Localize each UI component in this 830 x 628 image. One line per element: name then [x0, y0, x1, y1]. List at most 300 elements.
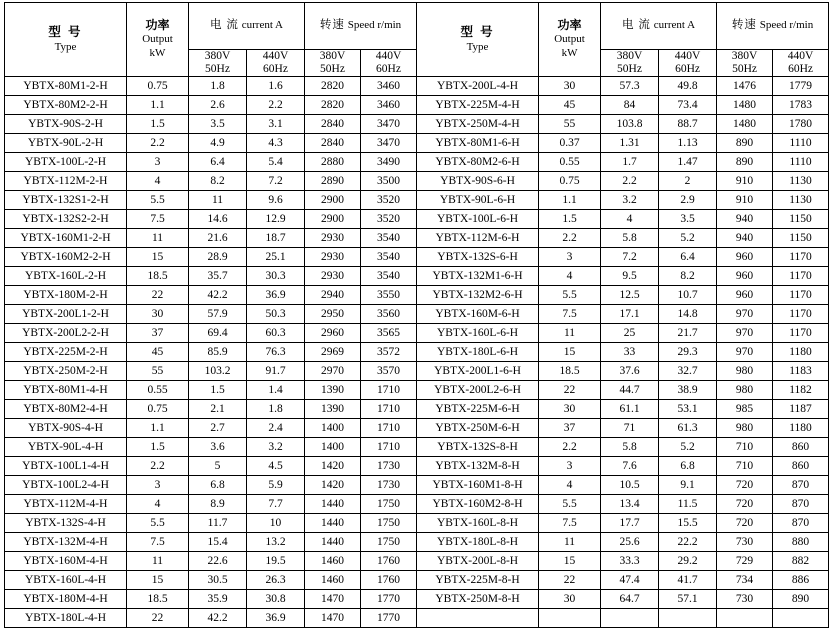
- header-current-en-right: current A: [653, 19, 696, 32]
- left-cell-current-440: 12.9: [247, 210, 305, 229]
- right-cell-speed-440: 870: [773, 495, 829, 514]
- left-cell-power: 18.5: [127, 590, 189, 609]
- left-cell-power: 3: [127, 153, 189, 172]
- table-row: [5, 514, 829, 533]
- left-cell-power: 30: [127, 305, 189, 324]
- right-cell-current-380: 33.3: [601, 552, 659, 571]
- table-row: [5, 286, 829, 305]
- header-power-en-right: Output: [554, 33, 585, 46]
- left-cell-speed-440: 3540: [361, 248, 417, 267]
- left-cell-speed-440: 3460: [361, 96, 417, 115]
- header-current-en: current A: [241, 19, 283, 32]
- header-speed-440-left: 440V 60Hz: [361, 50, 417, 77]
- right-cell-power: 15: [539, 343, 601, 362]
- header-type-left: [5, 3, 127, 77]
- left-cell-power: 1.1: [127, 419, 189, 438]
- left-cell-current-440: 91.7: [247, 362, 305, 381]
- left-cell-power: 3: [127, 476, 189, 495]
- right-cell-current-380: 61.1: [601, 400, 659, 419]
- right-cell-power: 30: [539, 590, 601, 609]
- left-cell-current-380: 2.1: [189, 400, 247, 419]
- right-cell-type: YBTX-160M-6-H: [417, 305, 539, 324]
- right-cell-current-380: 7.6: [601, 457, 659, 476]
- table-row: [5, 552, 829, 571]
- left-cell-power: 7.5: [127, 533, 189, 552]
- right-cell-power: [539, 609, 601, 628]
- right-cell-current-380: 3.2: [601, 191, 659, 210]
- left-cell-power: 2.2: [127, 457, 189, 476]
- right-cell-speed-380: 1480: [717, 115, 773, 134]
- left-cell-power: 18.5: [127, 267, 189, 286]
- left-cell-current-440: 30.8: [247, 590, 305, 609]
- right-cell-current-440: 1.47: [659, 153, 717, 172]
- header-current-cn-right: 电 流: [622, 19, 651, 32]
- right-cell-speed-380: 970: [717, 343, 773, 362]
- right-cell-speed-440: 860: [773, 457, 829, 476]
- table-row: [5, 153, 829, 172]
- right-cell-speed-380: 980: [717, 419, 773, 438]
- left-cell-speed-380: 2890: [305, 172, 361, 191]
- left-cell-current-380: 22.6: [189, 552, 247, 571]
- header-current-380-left: 380V 50Hz: [189, 50, 247, 77]
- right-cell-current-380: 9.5: [601, 267, 659, 286]
- right-cell-current-440: 88.7: [659, 115, 717, 134]
- left-cell-power: 0.75: [127, 77, 189, 96]
- right-cell-current-440: 32.7: [659, 362, 717, 381]
- left-cell-current-440: 2.2: [247, 96, 305, 115]
- right-cell-current-380: 12.5: [601, 286, 659, 305]
- left-cell-current-380: 28.9: [189, 248, 247, 267]
- left-cell-type: YBTX-180L-4-H: [5, 609, 127, 628]
- right-cell-speed-380: 910: [717, 191, 773, 210]
- right-cell-speed-380: 710: [717, 438, 773, 457]
- left-cell-speed-440: 3560: [361, 305, 417, 324]
- left-cell-current-440: 3.1: [247, 115, 305, 134]
- left-cell-current-440: 1.6: [247, 77, 305, 96]
- right-cell-speed-440: 1170: [773, 305, 829, 324]
- left-cell-speed-380: 1400: [305, 419, 361, 438]
- table-row: [5, 495, 829, 514]
- left-cell-speed-440: 1750: [361, 533, 417, 552]
- right-cell-speed-380: 940: [717, 210, 773, 229]
- header-current-380-right: 380V 50Hz: [601, 50, 659, 77]
- right-cell-current-380: 71: [601, 419, 659, 438]
- right-cell-speed-380: 710: [717, 457, 773, 476]
- left-cell-speed-380: 2960: [305, 324, 361, 343]
- left-cell-power: 5.5: [127, 514, 189, 533]
- left-cell-current-440: 36.9: [247, 286, 305, 305]
- right-cell-type: YBTX-180L-8-H: [417, 533, 539, 552]
- header-type-cn-right: 型 号: [460, 25, 495, 40]
- left-cell-current-380: 3.5: [189, 115, 247, 134]
- right-cell-speed-380: 970: [717, 324, 773, 343]
- left-cell-speed-380: 2930: [305, 248, 361, 267]
- left-cell-speed-440: 3550: [361, 286, 417, 305]
- left-cell-power: 0.55: [127, 381, 189, 400]
- left-cell-speed-440: 3565: [361, 324, 417, 343]
- right-cell-speed-380: 960: [717, 248, 773, 267]
- left-cell-power: 45: [127, 343, 189, 362]
- left-cell-current-380: 42.2: [189, 286, 247, 305]
- right-cell-current-440: 21.7: [659, 324, 717, 343]
- left-cell-power: 11: [127, 552, 189, 571]
- header-power-unit-right: kW: [561, 47, 578, 60]
- right-cell-speed-440: 1180: [773, 343, 829, 362]
- left-cell-speed-440: 3540: [361, 267, 417, 286]
- right-cell-speed-440: 1780: [773, 115, 829, 134]
- left-cell-current-380: 21.6: [189, 229, 247, 248]
- right-cell-power: 45: [539, 96, 601, 115]
- table-row: [5, 96, 829, 115]
- right-cell-type: YBTX-100L-6-H: [417, 210, 539, 229]
- right-cell-speed-380: 1476: [717, 77, 773, 96]
- right-cell-current-440: 10.7: [659, 286, 717, 305]
- right-cell-current-440: 53.1: [659, 400, 717, 419]
- left-cell-current-440: 1.4: [247, 381, 305, 400]
- right-cell-current-380: 5.8: [601, 438, 659, 457]
- table-row: [5, 267, 829, 286]
- left-cell-current-380: 14.6: [189, 210, 247, 229]
- left-cell-speed-380: 1420: [305, 457, 361, 476]
- right-cell-current-380: 5.8: [601, 229, 659, 248]
- right-cell-speed-440: 870: [773, 514, 829, 533]
- left-cell-current-440: 7.7: [247, 495, 305, 514]
- header-type-cn: 型 号: [48, 25, 83, 40]
- right-cell-current-380: 103.8: [601, 115, 659, 134]
- left-cell-power: 37: [127, 324, 189, 343]
- right-cell-speed-380: [717, 609, 773, 628]
- right-cell-speed-380: 720: [717, 514, 773, 533]
- left-cell-current-440: 5.4: [247, 153, 305, 172]
- left-cell-current-440: 4.3: [247, 134, 305, 153]
- left-cell-current-440: 60.3: [247, 324, 305, 343]
- right-cell-speed-380: 960: [717, 267, 773, 286]
- right-cell-power: 4: [539, 476, 601, 495]
- right-cell-current-440: 3.5: [659, 210, 717, 229]
- left-cell-speed-440: 3490: [361, 153, 417, 172]
- right-cell-power: 0.37: [539, 134, 601, 153]
- right-cell-speed-440: 1783: [773, 96, 829, 115]
- left-cell-power: 1.5: [127, 115, 189, 134]
- right-cell-power: 0.75: [539, 172, 601, 191]
- right-cell-current-440: 9.1: [659, 476, 717, 495]
- left-cell-current-440: 4.5: [247, 457, 305, 476]
- left-cell-speed-380: 2900: [305, 210, 361, 229]
- table-row: [5, 400, 829, 419]
- left-cell-speed-440: 1730: [361, 457, 417, 476]
- left-cell-current-380: 103.2: [189, 362, 247, 381]
- table-row: [5, 210, 829, 229]
- left-cell-speed-380: 2840: [305, 134, 361, 153]
- right-cell-current-380: 7.2: [601, 248, 659, 267]
- left-cell-current-440: 76.3: [247, 343, 305, 362]
- left-cell-power: 15: [127, 571, 189, 590]
- left-cell-type: YBTX-112M-2-H: [5, 172, 127, 191]
- right-cell-speed-380: 720: [717, 476, 773, 495]
- left-cell-speed-440: 1750: [361, 514, 417, 533]
- right-cell-current-440: 5.2: [659, 229, 717, 248]
- right-cell-power: 2.2: [539, 438, 601, 457]
- right-cell-current-380: [601, 609, 659, 628]
- left-cell-speed-380: 1400: [305, 438, 361, 457]
- left-cell-speed-380: 1390: [305, 381, 361, 400]
- right-cell-type: YBTX-160M1-8-H: [417, 476, 539, 495]
- left-cell-current-440: 25.1: [247, 248, 305, 267]
- left-cell-current-440: 2.4: [247, 419, 305, 438]
- right-cell-current-440: 6.8: [659, 457, 717, 476]
- right-cell-speed-440: 1170: [773, 267, 829, 286]
- right-cell-current-440: 38.9: [659, 381, 717, 400]
- right-cell-power: 5.5: [539, 495, 601, 514]
- left-cell-speed-440: 3572: [361, 343, 417, 362]
- right-cell-current-440: 61.3: [659, 419, 717, 438]
- table-row: [5, 305, 829, 324]
- left-cell-current-380: 30.5: [189, 571, 247, 590]
- right-cell-current-380: 33: [601, 343, 659, 362]
- left-cell-speed-380: 1470: [305, 590, 361, 609]
- table-row: [5, 191, 829, 210]
- left-cell-type: YBTX-160M1-2-H: [5, 229, 127, 248]
- left-cell-speed-440: 1760: [361, 571, 417, 590]
- left-cell-power: 22: [127, 286, 189, 305]
- table-row: [5, 419, 829, 438]
- left-cell-current-380: 2.7: [189, 419, 247, 438]
- right-cell-power: 0.55: [539, 153, 601, 172]
- left-cell-type: YBTX-80M1-4-H: [5, 381, 127, 400]
- left-cell-speed-440: 3470: [361, 134, 417, 153]
- right-cell-type: [417, 609, 539, 628]
- right-cell-type: YBTX-80M2-6-H: [417, 153, 539, 172]
- left-cell-speed-380: 2930: [305, 229, 361, 248]
- left-cell-speed-440: 3520: [361, 191, 417, 210]
- table-header-row: [5, 3, 829, 50]
- right-cell-power: 3: [539, 248, 601, 267]
- table-row: [5, 343, 829, 362]
- right-cell-current-380: 17.1: [601, 305, 659, 324]
- right-cell-type: YBTX-225M-8-H: [417, 571, 539, 590]
- left-cell-current-380: 6.8: [189, 476, 247, 495]
- right-cell-speed-440: 1170: [773, 324, 829, 343]
- left-cell-speed-380: 1440: [305, 514, 361, 533]
- right-cell-current-380: 10.5: [601, 476, 659, 495]
- table-row: [5, 248, 829, 267]
- right-cell-power: 7.5: [539, 514, 601, 533]
- header-power-cn-right: 功率: [557, 18, 582, 33]
- left-cell-current-380: 1.5: [189, 381, 247, 400]
- right-cell-current-380: 2.2: [601, 172, 659, 191]
- right-cell-current-440: 11.5: [659, 495, 717, 514]
- left-cell-power: 55: [127, 362, 189, 381]
- left-cell-power: 4: [127, 495, 189, 514]
- left-cell-speed-440: 3570: [361, 362, 417, 381]
- left-cell-current-380: 6.4: [189, 153, 247, 172]
- left-cell-type: YBTX-80M1-2-H: [5, 77, 127, 96]
- motor-spec-table: [4, 2, 829, 628]
- left-cell-current-380: 2.6: [189, 96, 247, 115]
- left-cell-type: YBTX-90L-2-H: [5, 134, 127, 153]
- left-cell-speed-440: 1760: [361, 552, 417, 571]
- left-cell-type: YBTX-90S-4-H: [5, 419, 127, 438]
- right-cell-type: YBTX-250M-4-H: [417, 115, 539, 134]
- left-cell-type: YBTX-132S1-2-H: [5, 191, 127, 210]
- header-power-unit: kW: [149, 47, 166, 60]
- header-speed-cn-right: 转速: [731, 19, 757, 32]
- left-cell-power: 5.5: [127, 191, 189, 210]
- left-cell-current-380: 1.8: [189, 77, 247, 96]
- right-cell-speed-440: [773, 609, 829, 628]
- left-cell-speed-380: 1390: [305, 400, 361, 419]
- left-cell-power: 11: [127, 229, 189, 248]
- right-cell-type: YBTX-160L-8-H: [417, 514, 539, 533]
- header-power-en: Output: [142, 33, 173, 46]
- left-cell-current-380: 35.9: [189, 590, 247, 609]
- table-row: [5, 590, 829, 609]
- right-cell-power: 22: [539, 571, 601, 590]
- right-cell-type: YBTX-225M-4-H: [417, 96, 539, 115]
- left-cell-current-440: 36.9: [247, 609, 305, 628]
- left-cell-type: YBTX-90L-4-H: [5, 438, 127, 457]
- left-cell-type: YBTX-132M-4-H: [5, 533, 127, 552]
- right-cell-power: 5.5: [539, 286, 601, 305]
- left-cell-power: 4: [127, 172, 189, 191]
- left-cell-current-440: 10: [247, 514, 305, 533]
- right-cell-current-440: 29.3: [659, 343, 717, 362]
- table-row: [5, 172, 829, 191]
- header-speed-380-right: 380V 50Hz: [717, 50, 773, 77]
- right-cell-current-440: [659, 609, 717, 628]
- table-row: [5, 77, 829, 96]
- right-cell-type: YBTX-160L-6-H: [417, 324, 539, 343]
- right-cell-current-380: 25: [601, 324, 659, 343]
- right-cell-current-380: 1.31: [601, 134, 659, 153]
- right-cell-type: YBTX-250M-6-H: [417, 419, 539, 438]
- left-cell-speed-440: 3520: [361, 210, 417, 229]
- right-cell-speed-380: 960: [717, 286, 773, 305]
- right-cell-speed-380: 910: [717, 172, 773, 191]
- right-cell-speed-380: 890: [717, 153, 773, 172]
- right-cell-current-380: 84: [601, 96, 659, 115]
- header-type-right: [417, 3, 539, 77]
- right-cell-power: 1.1: [539, 191, 601, 210]
- left-cell-type: YBTX-160L-2-H: [5, 267, 127, 286]
- left-cell-type: YBTX-180M-4-H: [5, 590, 127, 609]
- table-row: [5, 324, 829, 343]
- right-cell-speed-440: 1130: [773, 172, 829, 191]
- right-cell-type: YBTX-250M-8-H: [417, 590, 539, 609]
- right-cell-current-440: 14.8: [659, 305, 717, 324]
- header-current-440-left: 440V 60Hz: [247, 50, 305, 77]
- header-type-en: Type: [54, 40, 77, 53]
- left-cell-speed-380: 2969: [305, 343, 361, 362]
- table-row: [5, 381, 829, 400]
- table-row: [5, 609, 829, 628]
- right-cell-power: 30: [539, 400, 601, 419]
- table-row: [5, 438, 829, 457]
- right-cell-current-440: 22.2: [659, 533, 717, 552]
- left-cell-current-380: 4.9: [189, 134, 247, 153]
- header-speed-380-left: 380V 50Hz: [305, 50, 361, 77]
- right-cell-speed-440: 1187: [773, 400, 829, 419]
- right-cell-type: YBTX-80M1-6-H: [417, 134, 539, 153]
- right-cell-type: YBTX-132M2-6-H: [417, 286, 539, 305]
- header-speed-right: [717, 3, 829, 50]
- right-cell-current-440: 5.2: [659, 438, 717, 457]
- left-cell-speed-380: 1440: [305, 495, 361, 514]
- right-cell-current-440: 57.1: [659, 590, 717, 609]
- left-cell-speed-380: 1460: [305, 571, 361, 590]
- right-cell-type: YBTX-112M-6-H: [417, 229, 539, 248]
- right-cell-current-380: 44.7: [601, 381, 659, 400]
- right-cell-current-440: 2.9: [659, 191, 717, 210]
- right-cell-current-440: 73.4: [659, 96, 717, 115]
- table-row: [5, 533, 829, 552]
- right-cell-speed-380: 890: [717, 134, 773, 153]
- left-cell-type: YBTX-250M-2-H: [5, 362, 127, 381]
- right-cell-type: YBTX-132S-6-H: [417, 248, 539, 267]
- left-cell-current-380: 69.4: [189, 324, 247, 343]
- right-cell-speed-440: 886: [773, 571, 829, 590]
- right-cell-current-380: 4: [601, 210, 659, 229]
- left-cell-speed-380: 2820: [305, 77, 361, 96]
- right-cell-power: 11: [539, 324, 601, 343]
- right-cell-power: 1.5: [539, 210, 601, 229]
- right-cell-type: YBTX-200L1-6-H: [417, 362, 539, 381]
- left-cell-current-380: 11.7: [189, 514, 247, 533]
- left-cell-speed-440: 1710: [361, 438, 417, 457]
- header-current-440-right: 440V 60Hz: [659, 50, 717, 77]
- left-cell-current-380: 42.2: [189, 609, 247, 628]
- left-cell-type: YBTX-100L2-4-H: [5, 476, 127, 495]
- left-cell-power: 22: [127, 609, 189, 628]
- right-cell-power: 7.5: [539, 305, 601, 324]
- right-cell-power: 15: [539, 552, 601, 571]
- right-cell-power: 4: [539, 267, 601, 286]
- left-cell-current-440: 18.7: [247, 229, 305, 248]
- left-cell-type: YBTX-200L1-2-H: [5, 305, 127, 324]
- table-row: [5, 362, 829, 381]
- left-cell-current-380: 57.9: [189, 305, 247, 324]
- table-row: [5, 571, 829, 590]
- right-cell-speed-380: 1480: [717, 96, 773, 115]
- right-cell-speed-440: 1110: [773, 134, 829, 153]
- right-cell-speed-440: 870: [773, 476, 829, 495]
- right-cell-speed-380: 730: [717, 533, 773, 552]
- left-cell-current-380: 8.2: [189, 172, 247, 191]
- left-cell-current-440: 30.3: [247, 267, 305, 286]
- right-cell-speed-380: 985: [717, 400, 773, 419]
- left-cell-current-380: 8.9: [189, 495, 247, 514]
- right-cell-speed-380: 729: [717, 552, 773, 571]
- left-cell-speed-380: 2820: [305, 96, 361, 115]
- left-cell-speed-380: 1470: [305, 609, 361, 628]
- header-power-cn: 功率: [145, 18, 170, 33]
- left-cell-power: 1.1: [127, 96, 189, 115]
- left-cell-type: YBTX-160M2-2-H: [5, 248, 127, 267]
- right-cell-speed-440: 1130: [773, 191, 829, 210]
- right-cell-current-380: 1.7: [601, 153, 659, 172]
- left-cell-speed-380: 2970: [305, 362, 361, 381]
- left-cell-type: YBTX-200L2-2-H: [5, 324, 127, 343]
- left-cell-current-380: 5: [189, 457, 247, 476]
- left-cell-current-440: 13.2: [247, 533, 305, 552]
- header-power-right: [539, 3, 601, 77]
- right-cell-type: YBTX-200L-4-H: [417, 77, 539, 96]
- right-cell-current-440: 49.8: [659, 77, 717, 96]
- left-cell-current-440: 5.9: [247, 476, 305, 495]
- right-cell-current-380: 13.4: [601, 495, 659, 514]
- left-cell-type: YBTX-80M2-4-H: [5, 400, 127, 419]
- left-cell-type: YBTX-90S-2-H: [5, 115, 127, 134]
